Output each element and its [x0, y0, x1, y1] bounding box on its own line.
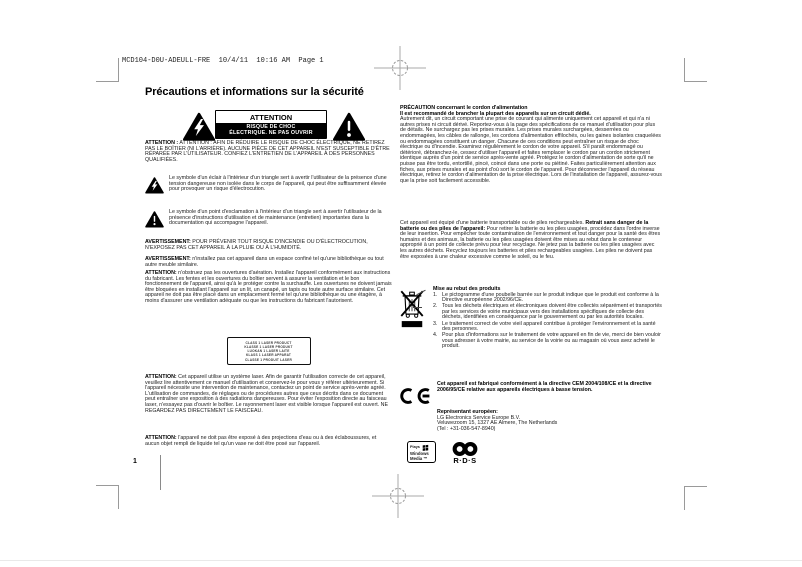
disposal-item: 2. Tous les déchets électriques et électroniques doivent être collectés séparément et transportés par les services de voirie municipaux vers des installations spécifiques de collecte des déchets, identifiées en conséquence par le gouvernement ou par les autorités locales. [433, 303, 662, 321]
weee-bin-icon [398, 288, 426, 332]
battery-lead: Retrait sans danger de la batterie ou des piles de l'appareil: [400, 220, 649, 232]
battery-body: Pour retirer la batterie ou les piles usagées, procédez dans l'ordre inverse de leur insertion. Pour empêcher toute contamination de l'environnement et tout danger pour la santé des êtres humains et des animaux, la batterie ou les piles usagées doivent être mises au rebut dans le conteneur approprié à un point de collecte prévu pour leur recyclage. Ne jetez pas la batterie ou les piles usagées avec les autres déchets. Recyclez toujours les batteries et piles rechargeables usagées. Les piles ne doivent pas être exposées à une chaleur excessive comme le soleil, ou le feu. [400, 225, 661, 260]
registration-mark-icon [372, 474, 424, 518]
caution-water-paragraph: ATTENTION: l'appareil ne doit pas être exposé à des projections d'eau ou à des éclaboussures, et aucun objet rempli de liquide tel qu'un vase ne doit être posé sur l'appareil. [145, 435, 377, 447]
representative-address: Veluwezoom 15, 1327 AE Almere, The Netherlands [437, 420, 558, 427]
lightning-symbol-note: Le symbole d'un éclair à l'intérieur d'un triangle sert à avertir l'utilisateur de la présence d'une tension dangereuse non isolée dans le corps de l'appareil, qui peut être suffisamment élevée pour provoquer un risque d'électrocution. [145, 176, 392, 197]
registration-mark-icon [374, 46, 426, 90]
disposal-section [400, 287, 662, 351]
certification-logos [400, 441, 669, 465]
exclamation-triangle-small-icon [145, 210, 166, 231]
exclamation-symbol-note: Le symbole d'un point d'exclamation à l'intérieur d'un triangle sert à avertir l'utilisateur de la présence d'instructions d'utilisation et de maintenance (entretien) importantes dans la documentation qui accompagne l'appareil. [145, 210, 392, 231]
battery-intro: Cet appareil est équipé d'une batterie transportable ou de piles rechargeables. [400, 220, 584, 226]
lightning-triangle-icon [183, 112, 215, 142]
warning-box-band [216, 123, 326, 139]
representative-heading: Représentant européen: [437, 409, 498, 415]
disposal-callout-line [413, 307, 422, 308]
crop-mark-top-right [684, 58, 707, 82]
power-cord-body: Autrement dit, un circuit comportant une prise de courant qui alimente uniquement cet appareil et qui n'a ni autres prises ni circuit dérivé. Reportez-vous à la page des spécifications de ce manuel d'utilisation pour plus de détails. Ne surchargez pas les prises murales. Les prises murales surchargées, desserrées ou endommagées, les câbles de rallonge, les cordons d'alimentation effilochés, ou les gaines isolantes craquelées ou endommagées constituent un danger. Chacune de ces conditions peut entraîner un risque de choc électrique ou d'incendie. Examinez régulièrement le cordon de votre appareil. S'il paraît endommagé ou détérioré, débranchez-le, cessez d'utiliser l'appareil et faites remplacer le cordon par un cordon strictement identique auprès d'un point de service après-vente agréé. Protégez le cordon d'alimentation de sorte qu'il ne puisse pas être tordu, entortillé, pincé, coincé dans une porte ou piétiné. Faites particulièrement attention aux fiches, aux prises murales et au point d'où sort le cordon de l'appareil. Pour déconnecter l'appareil du réseau électrique, retirez le cordon d'alimentation de la prise électrique. Lors de l'installation de l'appareil, assurez-vous que la prise soit facilement accessible. [400, 116, 662, 184]
crop-mark-bottom-right [684, 486, 707, 510]
crop-mark-top-left [96, 58, 119, 82]
european-representative [400, 410, 662, 432]
windows-flag-icon [422, 444, 429, 451]
page-number-rule [160, 455, 161, 490]
crop-mark-bottom-left [96, 485, 119, 509]
representative-phone: (Tel : +31-036-547-8940) [437, 425, 496, 432]
representative-company: LG Electronics Service Europe B.V. [437, 414, 521, 421]
battery-section [400, 221, 662, 260]
windows-media-logo: Plays Windows Media ™ [407, 441, 436, 463]
lightning-triangle-small-icon [145, 176, 166, 197]
disposal-heading: Mise au rebut des produits [433, 286, 501, 292]
power-cord-section [400, 106, 662, 184]
disposal-item: 3. Le traitement correct de votre vieil appareil contribue à protéger l'environnement et la santé des personnes. [433, 320, 656, 333]
ce-statement: Cet appareil est fabriqué conformément à la directive CEM 2004/108/CE et la directive 2006/95/CE relative aux appareils électriques à basse tension. [437, 381, 652, 393]
page-title: Précautions et informations sur la sécurité [145, 86, 364, 98]
print-slug: MCD104-D0U-ADEULL-FRE 10/4/11 10:16 AM Page 1 [122, 57, 324, 65]
exclamation-triangle-icon [333, 112, 365, 142]
laser-class-label-box: CLASS 1 LASER PRODUCT KLASSE 1 LASER PRODUKT LUOKAN 1 LASER LAITE KLASS 1 LASER APPARAT CLASSE 1 PRODUIT LASER [227, 337, 311, 365]
warning-box-line2: ÉLECTRIQUE. NE PAS OUVRIR [229, 130, 313, 136]
disposal-item: 4. Pour plus d'informations sur le traitement de votre appareil en fin de vie, merci de bien vouloir vous adresser à votre mairie, au service de la voirie ou au magasin où vous avez acheté le produit. [433, 332, 661, 350]
caution-shock-paragraph: ATTENTION : ATTENTION : AFIN DE RÉDUIRE LE RISQUE DE CHOC ÉLECTRIQUE, NE RETIREZ PAS LE BOÎTIER (NI L'ARRIÈRE). AUCUNE PIÈCE DE CET APPAREIL N'EST SUSCEPTIBLE D'ÊTRE RÉPARÉE PAR L'UTILISATEUR. CONFIEZ L'ENTRETIEN DE L'APPAREIL À DES PERSONNES QUALIFIÉES. [145, 140, 390, 163]
ce-mark-icon [399, 384, 433, 411]
rds-icon [451, 441, 479, 457]
page-number: 1 [133, 458, 137, 465]
warning-rain-paragraph: AVERTISSEMENT: POUR PRÉVENIR TOUT RISQUE D'INCENDIE OU D'ÉLECTROCUTION, N'EXPOSEZ PAS CET APPAREIL À LA PLUIE OU À L'HUMIDITÉ. [145, 239, 368, 251]
power-cord-heading: PRÉCAUTION concernant le cordon d'alimentation [400, 105, 528, 111]
shock-warning-box [215, 110, 327, 139]
caution-laser-paragraph: ATTENTION: Cet appareil utilise un système laser. Afin de garantir l'utilisation correcte de cet appareil, veuillez lire attentivement ce manuel d'utilisation et conservez-le pour vous y référer ultérieurement. Si l'appareil nécessite une intervention de maintenance, contactez un point de service après-vente agréé. L'utilisation de commandes, de réglages ou de procédures autres que ceux décrits dans ce document peut entraîner une exposition à des radiations dangereuses. Pour éviter l'exposition directe au faisceau laser, n'essayez pas d'ouvrir le boîtier. Le rayonnement laser est visible lorsque l'appareil est ouvert. NE REGARDEZ PAS DIRECTEMENT LE FAISCEAU. [145, 374, 388, 414]
warning-box-title: ATTENTION [249, 112, 293, 122]
power-cord-bold-line: Il est recommandé de brancher la plupart des appareils sur un circuit dédié. [400, 110, 591, 117]
warning-confined-paragraph: AVERTISSEMENT: n'installez pas cet appareil dans un espace confiné tel qu'une bibliothèque ou tout autre meuble similaire. [145, 256, 384, 268]
warning-box-line1: RISQUE DE CHOC [246, 124, 296, 130]
laser-class-label [145, 337, 392, 365]
caution-ventilation-paragraph: ATTENTION: n'obstruez pas les ouvertures d'aération. Installez l'appareil conformément aux instructions du fabricant. Les fentes et les ouvertures du boîtier servent à assurer la ventilation et le bon fonctionnement de l'appareil, ainsi qu'à le protéger contre la surchauffe. Les ouvertures ne doivent jamais être bloquées en installant l'appareil sur un lit, un canapé, un tapis ou toute autre surface similaire. Cet appareil ne doit pas être placé dans un emplacement fermé tel qu'une bibliothèque ou une étagère, à moins d'assurer une ventilation adéquate ou que les instructions du fabricant l'autorisent. [145, 270, 392, 304]
disposal-item: 1. Le pictogramme d'une poubelle barrée sur le produit indique que le produit est conforme à la Directive européenne 2002/96/CE. [433, 291, 659, 304]
scan-bottom-edge [0, 560, 802, 561]
ce-section [400, 382, 662, 393]
rds-logo: R·D·S [450, 441, 480, 465]
